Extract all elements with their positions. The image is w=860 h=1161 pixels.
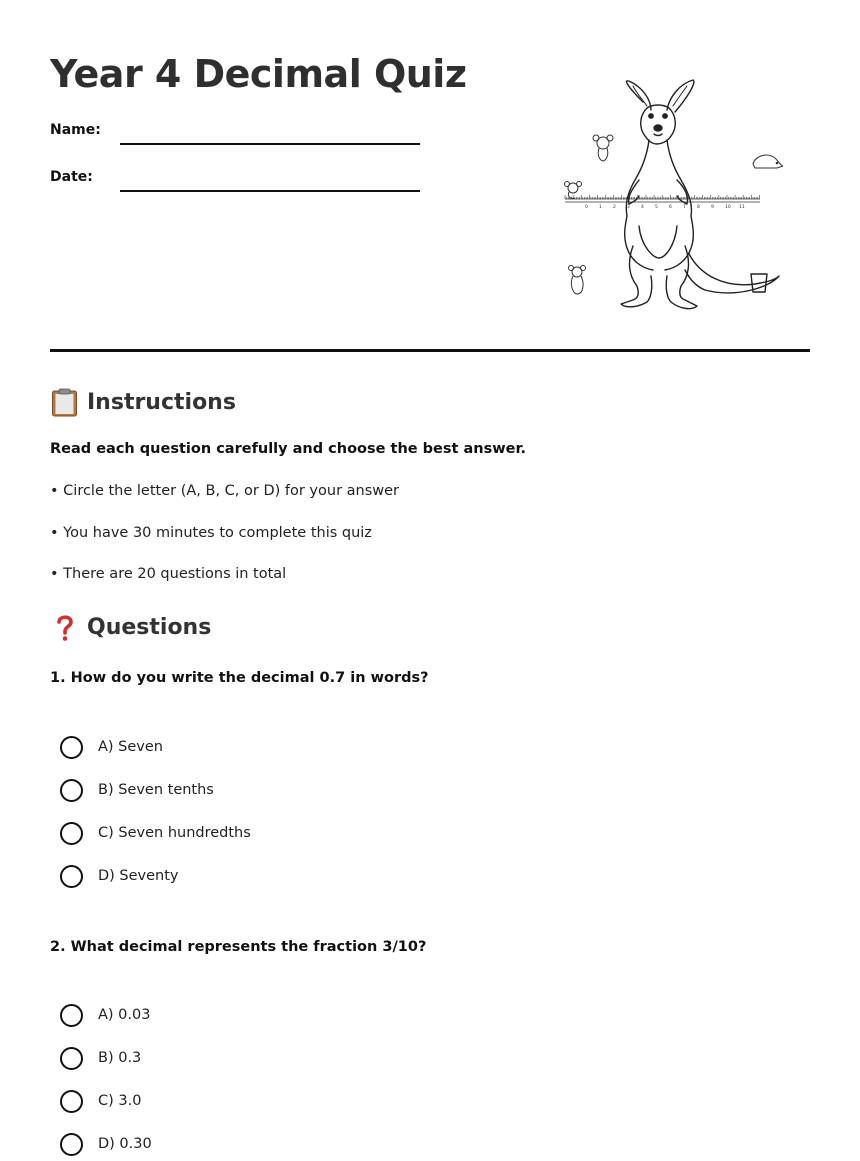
- instructions-heading-text: Instructions: [87, 390, 236, 415]
- questions-heading: [50, 613, 211, 642]
- radio-button[interactable]: [60, 865, 83, 888]
- radio-button[interactable]: [60, 1090, 83, 1113]
- radio-button[interactable]: [60, 736, 83, 759]
- question-2-text: 2. What decimal represents the fraction 3/10?: [50, 939, 427, 955]
- option-label: A) Seven: [98, 739, 164, 755]
- option-label: D) 0.30: [98, 1136, 152, 1152]
- header-divider: [50, 349, 810, 352]
- option-label: D) Seventy: [98, 868, 179, 884]
- instruction-bullet: • Circle the letter (A, B, C, or D) for your answer: [50, 483, 400, 499]
- instruction-bullet: • There are 20 questions in total: [50, 566, 287, 582]
- ruler-tick-label: 9: [711, 205, 714, 210]
- ruler-tick-label: 10: [725, 205, 731, 210]
- option-label: A) 0.03: [98, 1007, 151, 1023]
- question-2-option-a[interactable]: [60, 1003, 150, 1027]
- ruler-tick-label: 4: [641, 205, 644, 210]
- question-1-option-c[interactable]: [60, 821, 251, 845]
- kangaroo-illustration: [555, 76, 790, 316]
- kangaroo-ruler-image: [555, 76, 790, 316]
- option-label: B) 0.3: [98, 1050, 142, 1066]
- radio-button[interactable]: [60, 822, 83, 845]
- question-1-text: 1. How do you write the decimal 0.7 in words?: [50, 670, 429, 686]
- question-1-option-d[interactable]: [60, 864, 179, 888]
- instruction-bullet: • You have 30 minutes to complete this quiz: [50, 525, 372, 541]
- question-2-option-d[interactable]: [60, 1132, 152, 1156]
- radio-button[interactable]: [60, 1133, 83, 1156]
- ruler-tick-label: 7: [683, 205, 686, 210]
- question-2-option-c[interactable]: [60, 1089, 141, 1113]
- question-1-option-b[interactable]: [60, 778, 214, 802]
- name-field[interactable]: [120, 143, 420, 145]
- date-label: Date:: [50, 169, 93, 185]
- radio-button[interactable]: [60, 1004, 83, 1027]
- radio-button[interactable]: [60, 1047, 83, 1070]
- date-field[interactable]: [120, 190, 420, 192]
- ruler-tick-label: 8: [697, 205, 700, 210]
- page-title: Year 4 Decimal Quiz: [50, 52, 467, 96]
- option-label: C) Seven hundredths: [98, 825, 251, 841]
- ruler-tick-label: 1: [599, 205, 602, 210]
- name-label: Name:: [50, 122, 101, 138]
- questions-heading-text: Questions: [87, 615, 212, 640]
- ruler-tick-label: 5: [655, 205, 658, 210]
- radio-button[interactable]: [60, 779, 83, 802]
- clipboard-icon: [50, 388, 79, 417]
- ruler-tick-label: 6: [669, 205, 672, 210]
- question-mark-icon: [50, 613, 79, 642]
- ruler-tick-label: 2: [613, 205, 616, 210]
- question-1-option-a[interactable]: [60, 735, 163, 759]
- ruler-tick-label: 3: [627, 205, 630, 210]
- option-label: C) 3.0: [98, 1093, 142, 1109]
- instructions-heading: [50, 388, 236, 417]
- question-2-option-b[interactable]: [60, 1046, 141, 1070]
- instructions-intro: Read each question carefully and choose the best answer.: [50, 441, 527, 457]
- ruler-tick-label: 0: [585, 205, 588, 210]
- option-label: B) Seven tenths: [98, 782, 214, 798]
- ruler-tick-label: 11: [739, 205, 745, 210]
